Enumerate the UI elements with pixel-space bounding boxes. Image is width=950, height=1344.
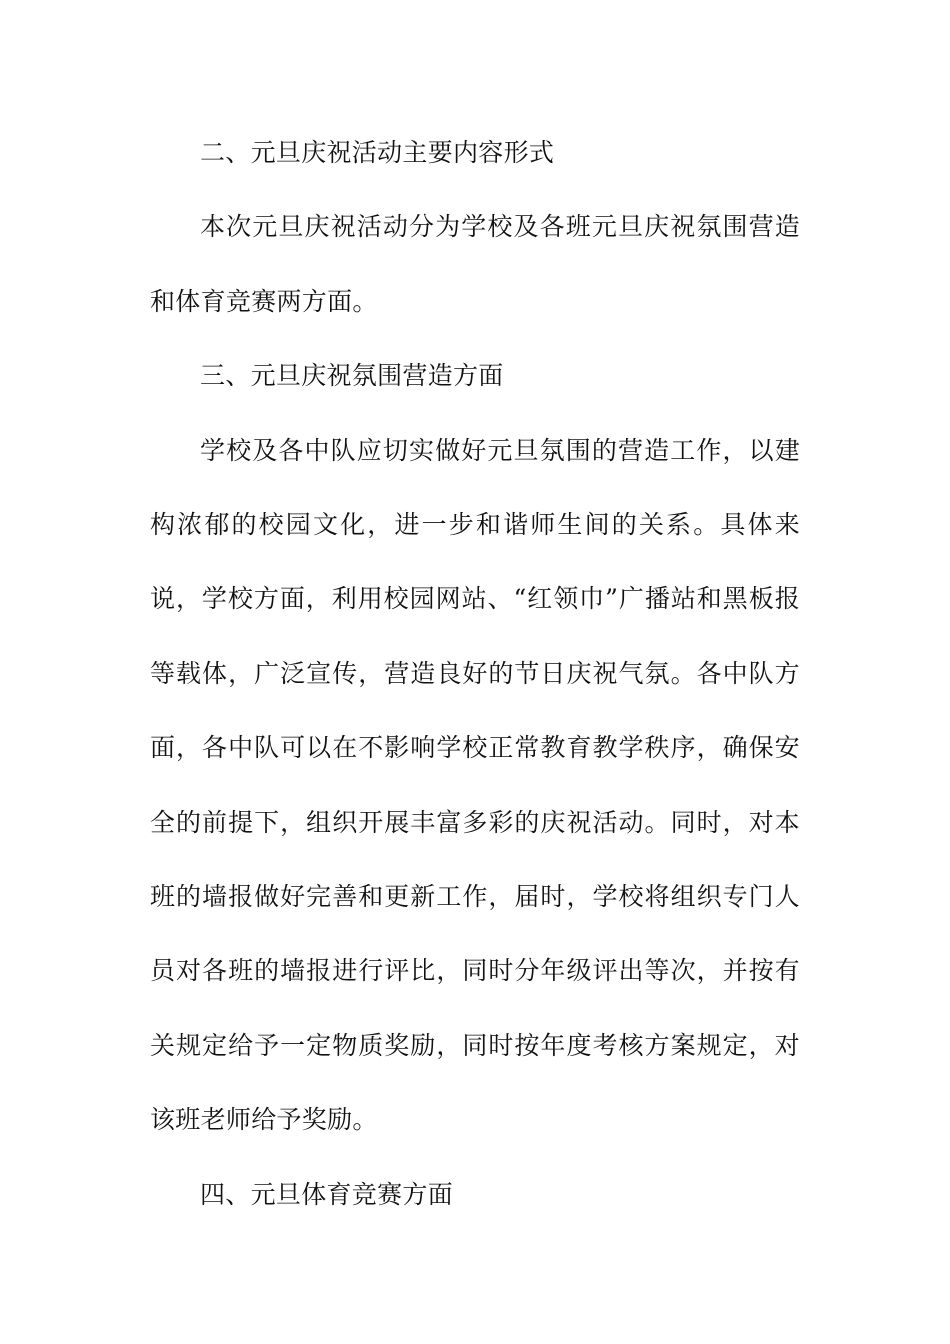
document-body — [150, 116, 800, 1232]
section-4-heading: 四、元旦体育竞赛方面 — [200, 1179, 454, 1209]
section-3-paragraph: 学校及各中队应切实做好元旦氛围的营造工作，以建构浓郁的校园文化，进一步和谐师生间的关系。具体来说，学校方面，利用校园网站、“红领巾”广播站和黑板报等载体，广泛宣传，营造良好的节日庆祝气氛。各中队方面，各中队可以在不影响学校正常教育教学秩序，确保安全的前提下，组织开展丰富多彩的庆祝活动。同时，对本班的墙报做好完善和更新工作，届时，学校将组织专门人员对各班的墙报进行评比，同时分年级评出等次，并按有关规定给予一定物质奖励，同时按年度考核方案规定，对该班老师给予奖励。 — [150, 435, 800, 1135]
section-2-heading: 二、元旦庆祝活动主要内容形式 — [200, 138, 555, 167]
section-3-heading: 三、元旦庆祝氛围营造方面 — [200, 361, 504, 391]
section-2-paragraph: 本次元旦庆祝活动分为学校及各班元旦庆祝氛围营造和体育竞赛两方面。 — [150, 212, 800, 316]
